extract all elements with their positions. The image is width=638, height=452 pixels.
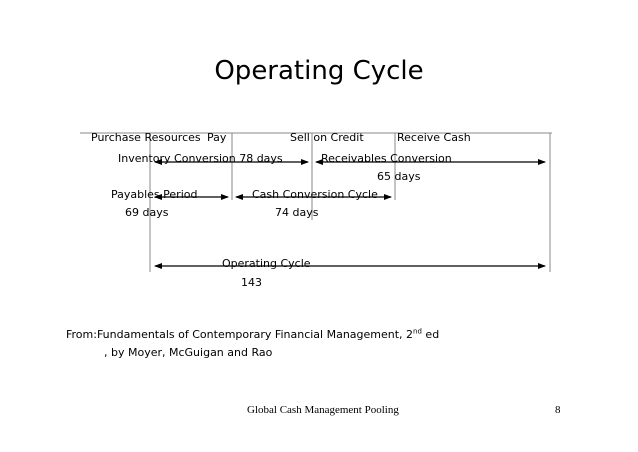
payables-days-label: 69 days: [125, 206, 169, 219]
pay-label: Pay: [207, 131, 227, 144]
page-number: 8: [555, 404, 561, 416]
source-citation-edition: ed: [421, 328, 440, 341]
footer-title: Global Cash Management Pooling: [247, 404, 399, 416]
receivables-conversion-label: Receivables Conversion: [321, 152, 452, 165]
operating-cycle-days-label: 143: [241, 276, 262, 289]
receivables-days-label: 65 days: [377, 170, 421, 183]
slide-title: Operating Cycle: [214, 56, 424, 86]
receive-cash-label: Receive Cash: [397, 131, 471, 144]
purchase-resources-label: Purchase Resources: [91, 131, 201, 144]
operating-cycle-label: Operating Cycle: [222, 257, 311, 270]
source-citation-text: From:Fundamentals of Contemporary Financial Management, 2: [66, 328, 414, 341]
cash-conversion-days-label: 74 days: [275, 206, 319, 219]
cash-conversion-cycle-label: Cash Conversion Cycle: [252, 188, 378, 201]
source-citation-line1: [66, 328, 439, 341]
source-citation-line2: , by Moyer, McGuigan and Rao: [104, 346, 273, 359]
source-citation-superscript: nd: [413, 327, 422, 336]
payables-period-label: Payables Period: [111, 188, 198, 201]
inventory-conversion-label: Inventory Conversion 78 days: [118, 152, 283, 165]
sell-on-credit-label: Sell on Credit: [290, 131, 364, 144]
